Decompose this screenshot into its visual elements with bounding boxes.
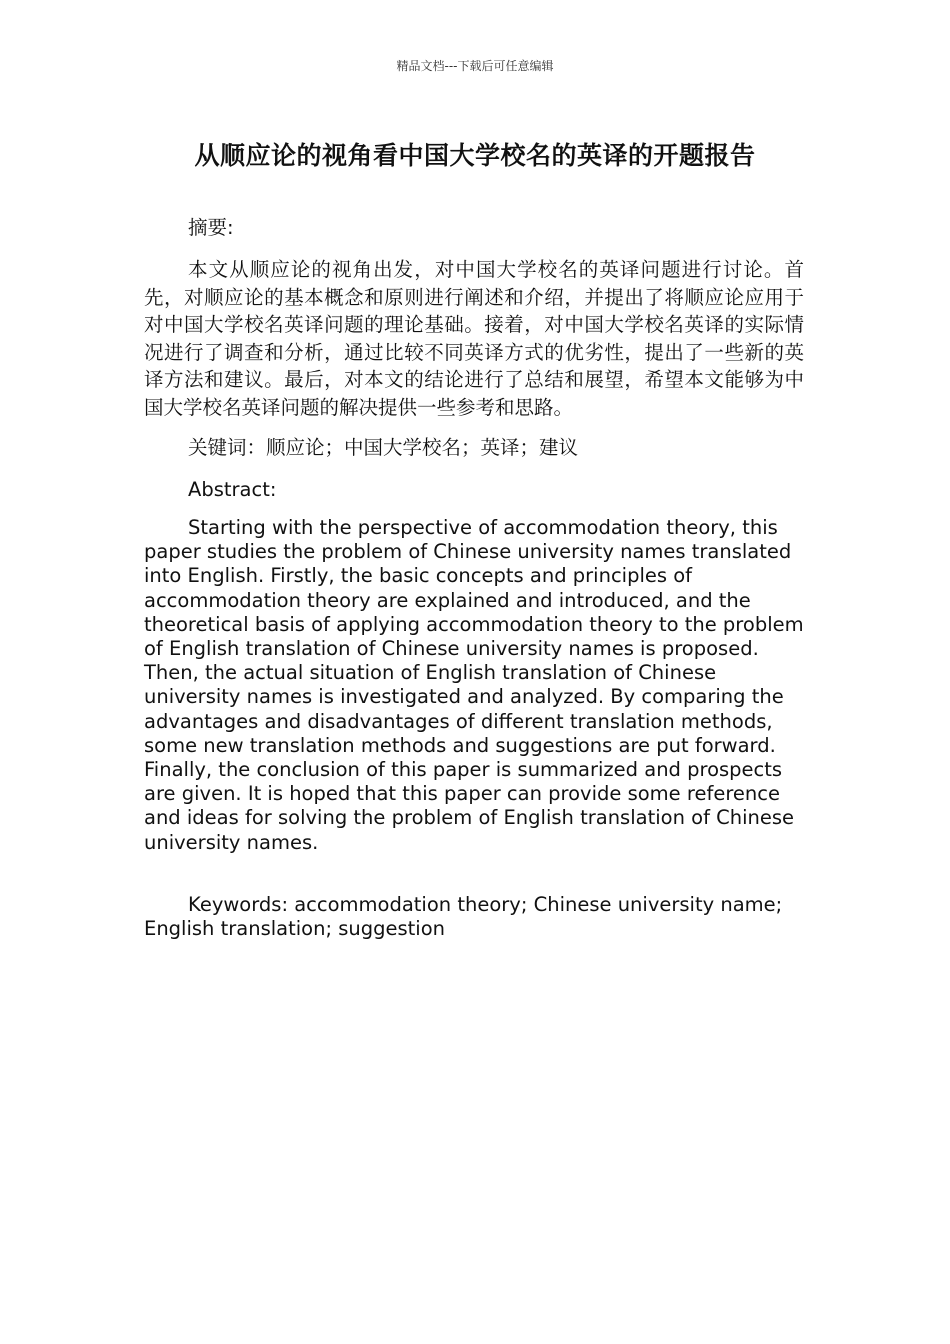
en-keywords: Keywords: accommodation theory; Chinese university name; English translation; suggestion xyxy=(144,893,783,941)
en-abstract-body xyxy=(144,516,804,855)
zh-abstract-label: 摘要: xyxy=(188,216,234,239)
zh-keywords-section xyxy=(144,434,804,461)
en-keywords-section xyxy=(144,893,804,941)
en-abstract-label: Abstract: xyxy=(188,478,277,501)
zh-abstract-text: 本文从顺应论的视角出发，对中国大学校名的英译问题进行讨论。首先，对顺应论的基本概念和原则进行阐述和介绍，并提出了将顺应论应用于对中国大学校名英译问题的理论基础。接着，对中国大学校名英译的实际情况进行了调查和分析，通过比较不同英译方式的优劣性，提出了一些新的英译方法和建议。最后，对本文的结论进行了总结和展望，希望本文能够为中国大学校名英译问题的解决提供一些参考和思路。 xyxy=(144,258,804,419)
zh-keywords: 关键词：顺应论；中国大学校名；英译；建议 xyxy=(188,436,579,459)
zh-abstract-body xyxy=(144,256,804,421)
en-abstract-text: Starting with the perspective of accommodation theory, this paper studies the problem of Chinese university names translated into English. Firstly, the basic concepts and principles of accommodation theory are explained and introduced, and the theoretical basis of applying accommodation theory to the problem of English translation of Chinese university names is proposed. Then, the actual situation of English translation of Chinese university names is investigated and analyzed. By comparing the advantages and disadvantages of different translation methods, some new translation methods and suggestions are put forward. Finally, the conclusion of this paper is summarized and prospects are given. It is hoped that this paper can provide some reference and ideas for solving the problem of English translation of Chinese university names. xyxy=(144,516,804,854)
en-abstract-section xyxy=(144,476,804,503)
header-note: 精品文档---下载后可任意编辑 xyxy=(396,59,554,73)
zh-abstract-section xyxy=(144,214,804,241)
document-title: 从顺应论的视角看中国大学校名的英译的开题报告 xyxy=(194,141,756,170)
